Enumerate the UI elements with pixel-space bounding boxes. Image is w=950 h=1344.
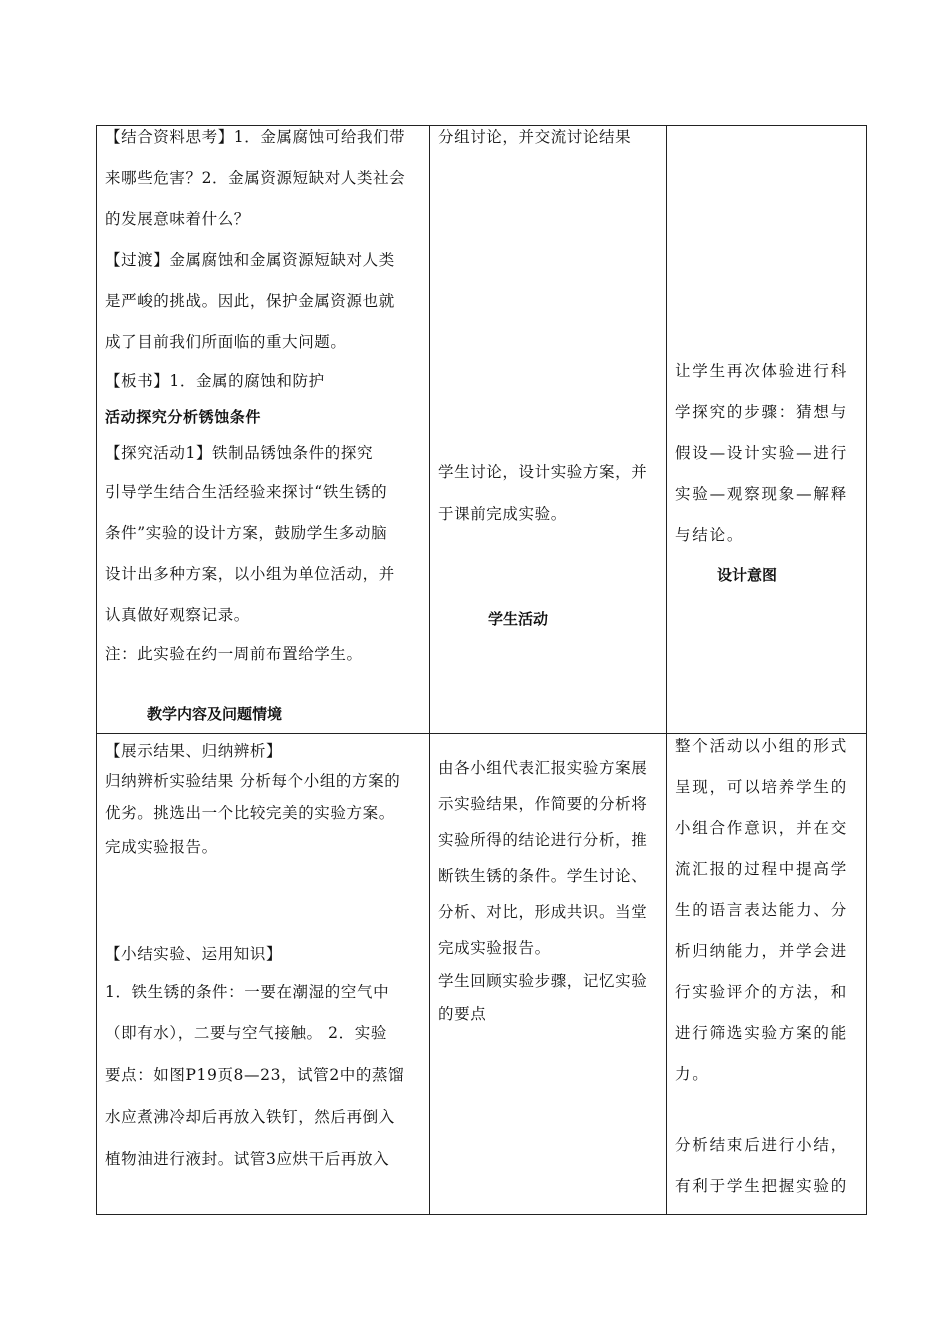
paragraph-line: 【小结实验、运用知识】	[105, 945, 283, 963]
paragraph-line: 生的语言表达能力、分	[675, 901, 849, 919]
paragraph-line: 归纳辨析实验结果 分析每个小组的方案的	[105, 772, 401, 790]
paragraph-line: 示实验结果，作简要的分析将	[438, 795, 648, 813]
paragraph-line: 有利于学生把握实验的	[675, 1177, 849, 1195]
paragraph-line: 假设—设计实验—进行	[675, 444, 849, 462]
table-row	[97, 126, 867, 734]
paragraph-line: 水应煮沸冷却后再放入铁钉，然后再倒入	[105, 1108, 395, 1126]
paragraph-line: 学生讨论，设计实验方案，并	[438, 463, 648, 481]
paragraph-line: 的要点	[438, 1005, 487, 1023]
paragraph-line: 是严峻的挑战。因此，保护金属资源也就	[105, 292, 395, 310]
teaching-content-cell	[97, 734, 430, 1215]
paragraph-line: 小组合作意识，并在交	[675, 819, 849, 837]
paragraph-line: 实验—观察现象—解释	[675, 485, 849, 503]
paragraph-line: 认真做好观察记录。	[105, 606, 250, 624]
student-activity-cell	[430, 126, 667, 734]
paragraph-line: 完成实验报告。	[438, 939, 551, 957]
paragraph-line: 成了目前我们所面临的重大问题。	[105, 333, 347, 351]
paragraph-line: 引导学生结合生活经验来探讨“铁生锈的	[105, 483, 388, 501]
paragraph-line: 设计出多种方案，以小组为单位活动，并	[105, 565, 395, 583]
teaching-content-cell	[97, 126, 430, 734]
paragraph-line: （即有水），二要与空气接触。 2．实验	[105, 1024, 387, 1042]
paragraph-line	[97, 900, 430, 936]
paragraph-line: 注：此实验在约一周前布置给学生。	[105, 645, 363, 663]
paragraph-line: 【结合资料思考】1．金属腐蚀可给我们带	[105, 128, 406, 146]
paragraph-line: 【板书】1．金属的腐蚀和防护	[105, 372, 325, 390]
paragraph-line: 分析结束后进行小结，	[675, 1136, 849, 1154]
paragraph-line: 来哪些危害？2．金属资源短缺对人类社会	[105, 169, 406, 187]
paragraph-line: 条件”实验的设计方案，鼓励学生多动脑	[105, 524, 388, 542]
paragraph-line: 【探究活动1】铁制品锈蚀条件的探究	[105, 444, 374, 462]
paragraph-line: 实验所得的结论进行分析，推	[438, 831, 648, 849]
paragraph-line: 整个活动以小组的形式	[675, 737, 849, 755]
paragraph-line: 断铁生锈的条件。学生讨论、	[438, 867, 648, 885]
paragraph-line: 学生回顾实验步骤，记忆实验	[438, 972, 648, 990]
paragraph-line: 分组讨论，并交流讨论结果	[438, 128, 632, 146]
design-intent-cell	[667, 734, 867, 1215]
paragraph-line: 流汇报的过程中提高学	[675, 860, 849, 878]
paragraph-line: 分析、对比，形成共识。当堂	[438, 903, 648, 921]
paragraph-line: 力。	[675, 1065, 710, 1083]
column-header-teaching-content: 教学内容及问题情境	[147, 705, 283, 723]
paragraph-line: 植物油进行液封。试管3应烘干后再放入	[105, 1150, 390, 1168]
paragraph-line: 的发展意味着什么？	[105, 210, 250, 228]
column-header-design-intent: 设计意图	[717, 566, 778, 584]
paragraph-line: 呈现，可以培养学生的	[675, 778, 849, 796]
paragraph-line: 析归纳能力，并学会进	[675, 942, 849, 960]
paragraph-line: 行实验评介的方法，和	[675, 983, 849, 1001]
design-intent-cell	[667, 126, 867, 734]
paragraph-line	[97, 864, 430, 900]
paragraph-line: 学探究的步骤：猜想与	[675, 403, 849, 421]
paragraph-line	[667, 1095, 867, 1125]
paragraph-line: 【过渡】金属腐蚀和金属资源短缺对人类	[105, 251, 395, 269]
paragraph-line: 优劣。挑选出一个比较完美的实验方案。	[105, 804, 395, 822]
paragraph-line: 要点：如图P19页8—23，试管2中的蒸馏	[105, 1066, 405, 1084]
paragraph-line: 【展示结果、归纳辨析】	[105, 742, 283, 760]
section-heading: 活动探究分析锈蚀条件	[105, 408, 262, 426]
paragraph-line: 完成实验报告。	[105, 838, 218, 856]
lesson-plan-table	[96, 125, 867, 1215]
column-header-student-activity: 学生活动	[488, 610, 549, 628]
paragraph-line: 于课前完成实验。	[438, 505, 567, 523]
paragraph-line: 让学生再次体验进行科	[675, 362, 849, 380]
paragraph-line: 1．铁生锈的条件：一要在潮湿的空气中	[105, 983, 390, 1001]
table-row	[97, 734, 867, 1215]
paragraph-line: 与结论。	[675, 526, 745, 544]
paragraph-line: 进行筛选实验方案的能	[675, 1024, 849, 1042]
student-activity-cell	[430, 734, 667, 1215]
paragraph-line: 由各小组代表汇报实验方案展	[438, 759, 648, 777]
